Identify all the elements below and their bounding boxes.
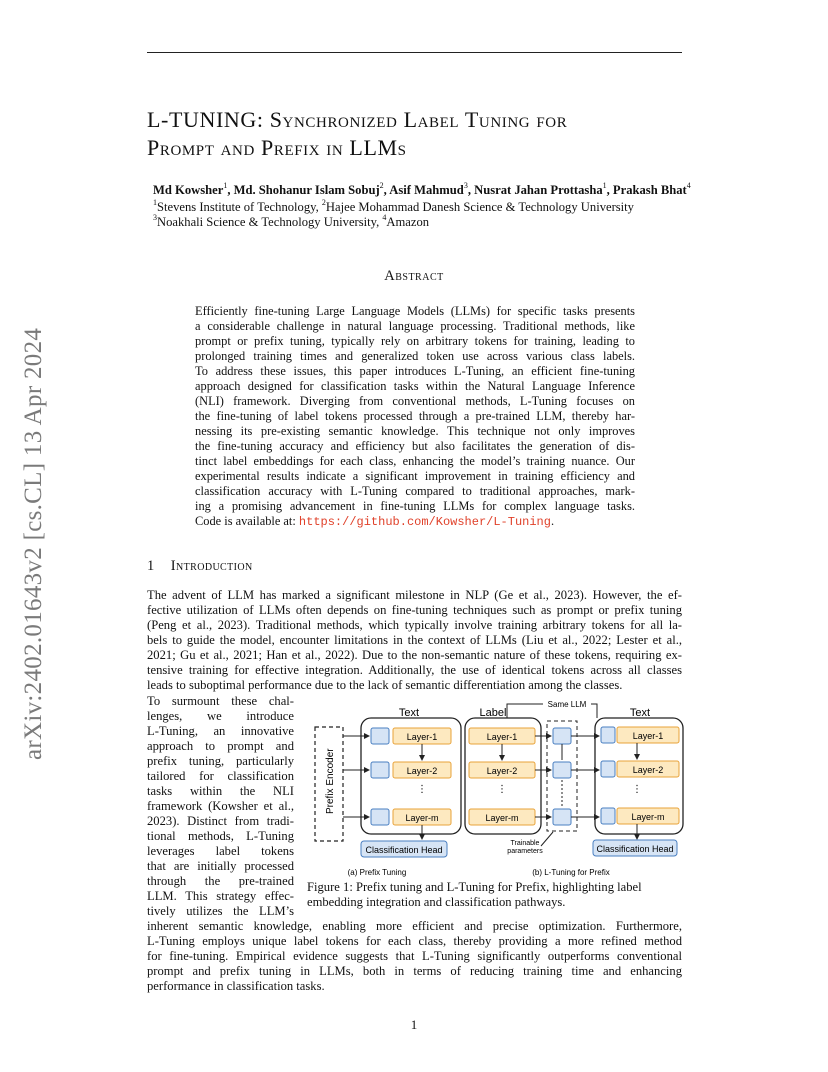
code-suffix: . — [550, 514, 555, 528]
abstract-line: experimental results indicate a significant improvement in training efficiency and — [195, 469, 635, 483]
intro-line: (Peng et al., 2023). Traditional methods, which typically involve training arbitrary tokens for all la- — [147, 618, 682, 632]
abstract-line: ing a promising advancement in fine-tuning LLMs for complex language tasks. — [195, 499, 635, 513]
label-embed-m — [553, 809, 571, 825]
author-4: Nusrat Jahan Prottasha — [474, 183, 603, 197]
arxiv-stamp: arXiv:2402.01643v2 [cs.CL] 13 Apr 2024 — [20, 327, 47, 760]
affiliation-line-2 — [153, 215, 429, 230]
layer-m-a-label: Layer-m — [405, 813, 439, 823]
author-3: Asif Mahmud — [389, 183, 464, 197]
layer-m-label-text: Layer-m — [485, 813, 519, 823]
author-1-sup: 1 — [223, 181, 228, 190]
abstract-line: (NLI) framework. Diverging from conventional methods, L-Tuning focuses on — [195, 394, 635, 408]
abstract-line: the fine-tuning accuracy and efficiency but also facilitates the generation of dis- — [195, 439, 635, 453]
abstract-line: To address these issues, this paper introduces L-Tuning, an efficient fine-tuning — [195, 364, 635, 378]
affil-text: Amazon — [386, 215, 430, 229]
label-embed-2 — [553, 762, 571, 778]
abstract-line: prolonged training times and generalized token use across various class labels. — [195, 349, 635, 363]
code-link[interactable]: https://github.com/Kowsher/L-Tuning — [298, 515, 551, 529]
ellipsis: ⋮ — [497, 784, 507, 795]
classification-head-a-label: Classification Head — [365, 845, 443, 855]
abstract-line: classification accuracy with L-Tuning compared to traditional approaches, mark- — [195, 484, 635, 498]
bottom-line: prompt and prefix tuning in LLMs, both in terms of reducing training time and enhancing — [147, 964, 682, 978]
ellipsis: ⋮ — [632, 784, 642, 795]
affil-sup: 1 — [153, 198, 157, 207]
side-line: 2023). Distinct from tradi- — [147, 814, 294, 828]
abstract-line: Efficiently fine-tuning Large Language Models (LLMs) for specific tasks presents — [195, 304, 635, 318]
bottom-line: inherent semantic knowledge, enabling more efficient and precise optimization. Furthermore, — [147, 919, 682, 933]
section-title: Introduction — [170, 558, 253, 574]
classification-head-b-label: Classification Head — [596, 844, 674, 854]
affil-sup: 2 — [321, 198, 326, 207]
bottom-line: L-Tuning employs unique label tokens for each class, thereby providing a more refined method — [147, 934, 682, 948]
trainable-pointer — [541, 832, 553, 846]
affil-sup: 4 — [382, 213, 387, 222]
text-label-a: Text — [398, 707, 420, 719]
intro-line: bels to guide the model, encounter limitations in the context of LLMs (Liu et al., 2022; Lester et al., — [147, 633, 682, 647]
side-line: approach to prompt and — [147, 739, 294, 753]
prefix-token-m — [371, 809, 389, 825]
paper-title — [147, 106, 687, 162]
title-line1-a: L-TUNING: — [147, 107, 264, 132]
trainable-label-2: parameters — [507, 848, 543, 855]
affil-sup: 3 — [153, 213, 157, 222]
bottom-line: for fine-tuning. Empirical evidence suggests that L-Tuning significantly outperforms conventional — [147, 949, 682, 963]
prefix-token-bm — [601, 808, 615, 824]
author-2: Md. Shohanur Islam Sobuj — [233, 183, 380, 197]
subcaption-a: (a) Prefix Tuning — [347, 868, 407, 877]
abstract-line: tinct label embeddings for each class, enhancing the model’s training nuance. Our — [195, 454, 635, 468]
author-2-sup: 2 — [379, 181, 384, 190]
side-line: lenges, we introduce — [147, 709, 294, 723]
author-5: Prakash Bhat — [612, 183, 687, 197]
trainable-label-1: Trainable — [510, 840, 540, 847]
side-line: tively utilizes the LLM’s — [147, 904, 294, 918]
code-prefix: Code is available at: — [195, 514, 299, 528]
text-label-b: Text — [629, 707, 651, 719]
layer-m-b-label: Layer-m — [631, 812, 665, 822]
abstract-code-line — [195, 514, 635, 530]
side-line: tailored for classification — [147, 769, 294, 783]
author-3-sup: 3 — [463, 181, 468, 190]
layer-2-b-label: Layer-2 — [632, 765, 664, 775]
intro-line: 2021; Gu et al., 2021; Han et al., 2022). Due to the non-semantic nature of these tokens, requiring ex- — [147, 648, 682, 662]
abstract-line: nessing its pre-existing semantic knowledge. This technique not only improves — [195, 424, 635, 438]
layer-1-b-label: Layer-1 — [632, 731, 664, 741]
figure-caption-line-2: embedding integration and classification pathways. — [307, 895, 566, 909]
prefix-token-b1 — [601, 727, 615, 743]
prefix-token-b2 — [601, 761, 615, 777]
author-5-sup: 4 — [686, 181, 691, 190]
affil-text: Stevens Institute of Technology, — [157, 200, 322, 214]
abstract-line: prompt or prefix tuning, typically rely on arbitrary tokens for training, leading to — [195, 334, 635, 348]
section-number: 1 — [147, 558, 155, 574]
abstract-line: a considerable challenge in natural language processing. Traditional methods, like — [195, 319, 635, 333]
intro-line: tensive training for effective integration. Additionally, the use of identical tokens across all classes — [147, 663, 682, 677]
intro-line: leads to suboptimal performance due to the lack of semantic differentiation among the classes. — [147, 678, 623, 692]
side-line: prefix tuning, particularly — [147, 754, 294, 768]
title-line2: Prompt and Prefix in LLMs — [147, 135, 407, 160]
top-rule — [147, 52, 682, 53]
abstract-line: the fine-tuning of label tokens processed through a pre-trained LLM, thereby har- — [195, 409, 635, 423]
layer-2-a-label: Layer-2 — [406, 766, 438, 776]
figure-caption-line-1: Figure 1: Prefix tuning and L-Tuning for Prefix, highlighting label — [307, 880, 642, 894]
label-embed-1 — [553, 728, 571, 744]
side-line: To surmount these chal- — [147, 694, 294, 708]
side-line: LLM. This strategy effec- — [147, 889, 294, 903]
subcaption-b: (b) L-Tuning for Prefix — [532, 868, 610, 877]
intro-line: The advent of LLM has marked a significant milestone in NLP (Ge et al., 2023). However, the ef- — [147, 588, 682, 602]
side-line: L-Tuning, an innovative — [147, 724, 294, 738]
affil-text: Hajee Mohammad Danesh Science & Technology University — [325, 200, 634, 214]
layer-1-a-label: Layer-1 — [406, 732, 438, 742]
prefix-encoder-label: Prefix Encoder — [325, 748, 336, 814]
label-label: Label — [479, 707, 507, 719]
affiliation-line-1 — [153, 200, 634, 215]
layer-2-label-text: Layer-2 — [486, 766, 518, 776]
side-line: leverages label tokens — [147, 844, 294, 858]
side-line: tasks within the NLI — [147, 784, 294, 798]
intro-line: fective utilization of LLMs often depends on fine-tuning techniques such as prompt or prefix tuning — [147, 603, 682, 617]
side-line: through the pre-trained — [147, 874, 294, 888]
abstract-heading: Abstract — [384, 268, 444, 284]
ellipsis: ⋮ — [417, 784, 427, 795]
side-line: tional methods, L-Tuning — [147, 829, 294, 843]
affil-text: Noakhali Science & Technology University, — [157, 215, 383, 229]
same-llm-label: Same LLM — [547, 700, 587, 709]
prefix-token-1 — [371, 728, 389, 744]
author-list: Md Kowsher$^1$, Md. Shohanur Islam Sobuj$^2$, Asif Mahmud$^3$, Nusrat Jahan Prottasha$^1$, Prakash Bhat$^4$ — [153, 181, 691, 197]
figure-1-diagram — [307, 696, 687, 880]
abstract-line: approach designed for classification tasks within the Natural Language Inference — [195, 379, 635, 393]
author-1: Md Kowsher — [153, 183, 224, 197]
title-line1-b: Synchronized Label Tuning for — [269, 107, 568, 132]
prefix-token-2 — [371, 762, 389, 778]
section-heading — [147, 558, 253, 575]
page-number: 1 — [410, 1017, 418, 1032]
side-line: that are initially processed — [147, 859, 294, 873]
side-line: framework (Kowsher et al., — [147, 799, 294, 813]
author-4-sup: 1 — [602, 181, 607, 190]
bottom-line: performance in classification tasks. — [147, 979, 325, 993]
layer-1-label-text: Layer-1 — [486, 732, 518, 742]
